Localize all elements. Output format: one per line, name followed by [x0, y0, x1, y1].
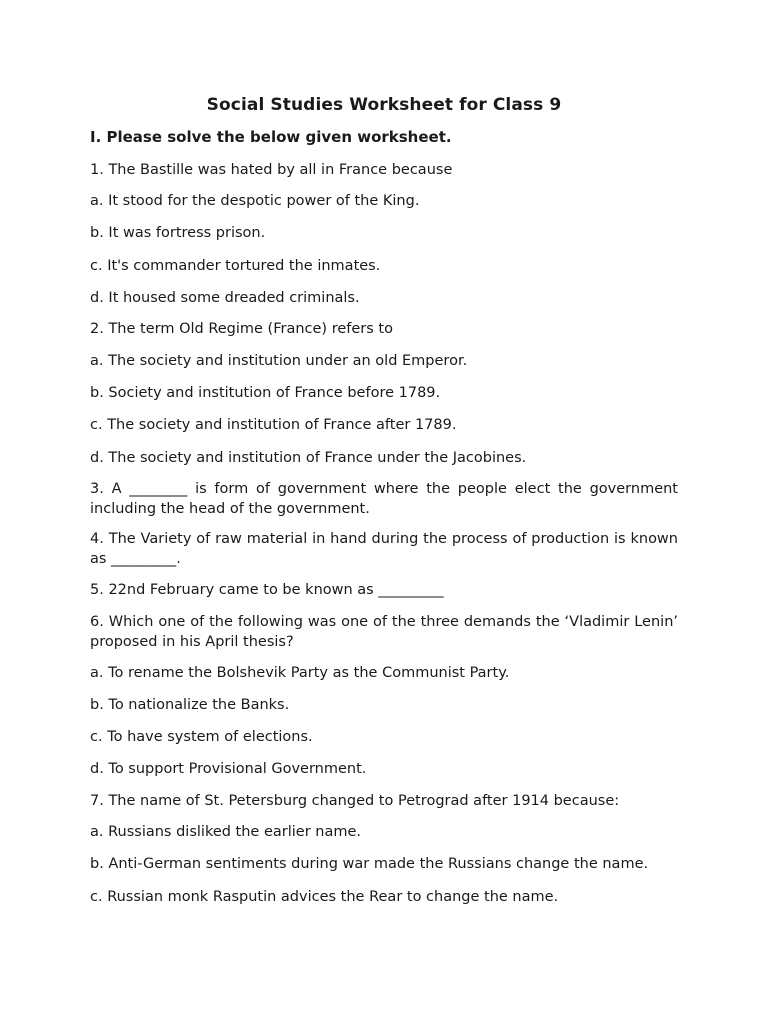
question-2: 2. The term Old Regime (France) refers to	[90, 321, 393, 337]
option-1d: d. It housed some dreaded criminals.	[90, 290, 360, 306]
instruction-heading: I. Please solve the below given worksheet.	[90, 128, 452, 146]
option-1c: c. It's commander tortured the inmates.	[90, 258, 381, 274]
option-7b: b. Anti-German sentiments during war made the Russians change the name.	[90, 856, 649, 872]
option-6a: a. To rename the Bolshevik Party as the Communist Party.	[90, 665, 510, 681]
option-2d: d. The society and institution of France under the Jacobines.	[90, 450, 527, 466]
option-1b: b. It was fortress prison.	[90, 225, 266, 241]
question-4: 4. The Variety of raw material in hand during the process of production is known as _________.	[90, 531, 678, 567]
page-title: Social Studies Worksheet for Class 9	[206, 95, 562, 115]
option-2a: a. The society and institution under an old Emperor.	[90, 353, 468, 369]
option-6d: d. To support Provisional Government.	[90, 761, 367, 777]
question-5: 5. 22nd February came to be known as _________	[90, 582, 444, 598]
option-7c: c. Russian monk Rasputin advices the Rear to change the name.	[90, 889, 559, 905]
option-6b: b. To nationalize the Banks.	[90, 697, 290, 713]
question-3: 3. A ________ is form of government where the people elect the government including the head of the government.	[90, 481, 678, 517]
option-6c: c. To have system of elections.	[90, 729, 313, 745]
option-1a: a. It stood for the despotic power of the King.	[90, 193, 420, 209]
option-2c: c. The society and institution of France after 1789.	[90, 417, 457, 433]
question-7: 7. The name of St. Petersburg changed to Petrograd after 1914 because:	[90, 793, 620, 809]
question-6: 6. Which one of the following was one of the three demands the ‘Vladimir Lenin’ proposed in his April thesis?	[90, 614, 678, 650]
option-7a: a. Russians disliked the earlier name.	[90, 824, 362, 840]
question-1: 1. The Bastille was hated by all in France because	[90, 162, 453, 178]
option-2b: b. Society and institution of France before 1789.	[90, 385, 441, 401]
